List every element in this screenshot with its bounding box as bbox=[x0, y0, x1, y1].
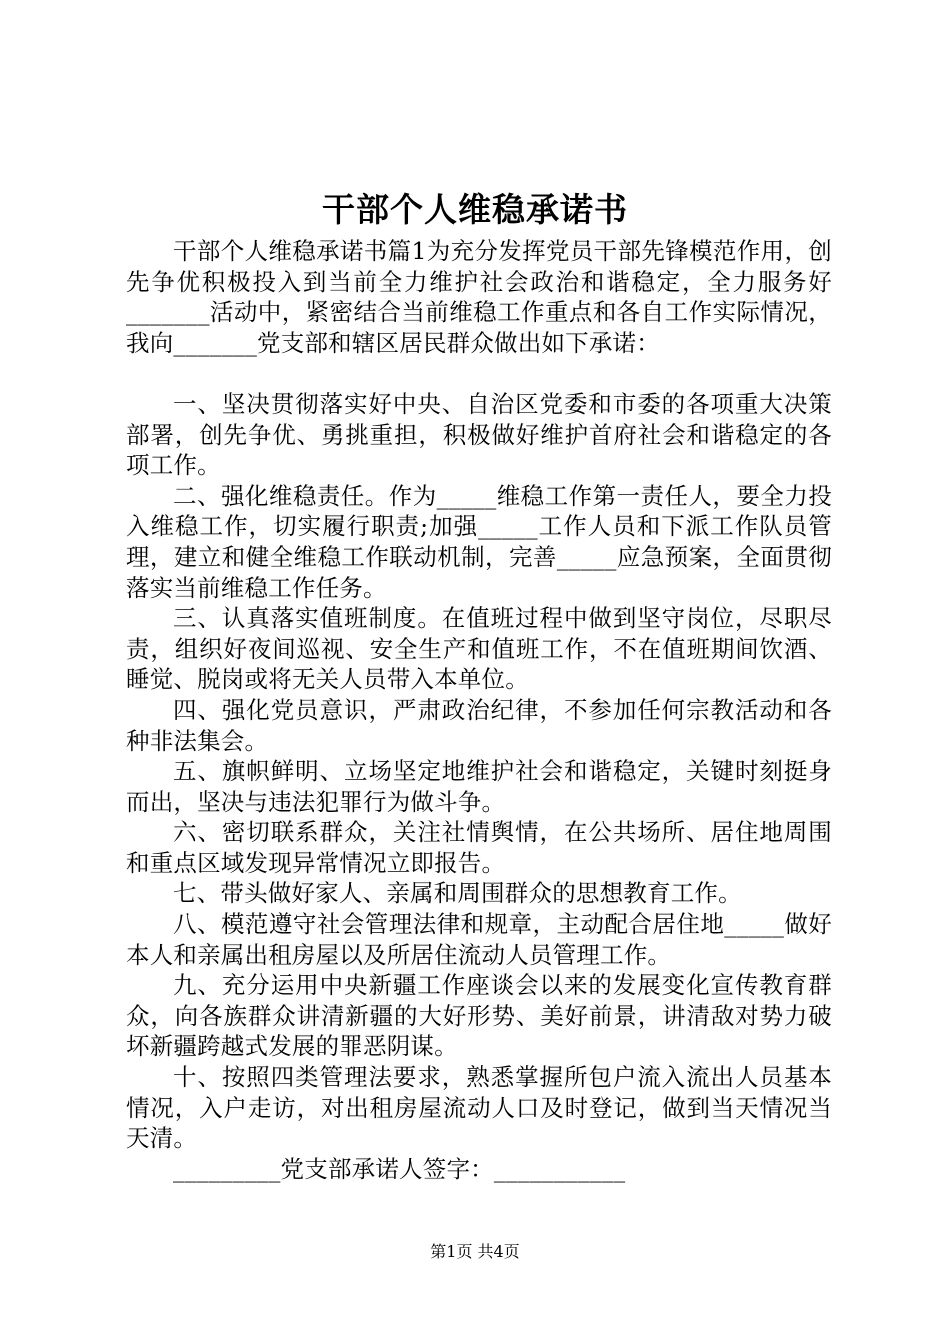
commitment-item-6: 六、密切联系群众，关注社情舆情，在公共场所、居住地周围和重点区域发现异常情况立即报告。 bbox=[126, 818, 832, 877]
signature-line: _________党支部承诺人签字：___________ bbox=[173, 1154, 626, 1183]
page-footer: 第1页 共4页 bbox=[430, 1242, 520, 1261]
commitment-item-4: 四、强化党员意识，严肃政治纪律，不参加任何宗教活动和各种非法集会。 bbox=[126, 695, 832, 755]
commitment-item-7: 七、带头做好家人、亲属和周围群众的思想教育工作。 bbox=[173, 879, 742, 908]
document-body bbox=[126, 236, 832, 1184]
commitment-item-2: 二、强化维稳责任。作为_____维稳工作第一责任人，要全力投入维稳工作，切实履行职责;加强_____工作人员和下派工作队员管理，建立和健全维稳工作联动机制，完善_____应急预案，全面贯彻落实当前维稳工作任务。 bbox=[126, 481, 832, 602]
commitment-item-5: 五、旗帜鲜明、立场坚定地维护社会和谐稳定，关键时刻挺身而出，坚决与违法犯罪行为做斗争。 bbox=[126, 757, 832, 816]
commitment-item-3: 三、认真落实值班制度。在值班过程中做到坚守岗位，尽职尽责，组织好夜间巡视、安全生产和值班工作，不在值班期间饮酒、睡觉、脱岗或将无关人员带入本单位。 bbox=[126, 604, 832, 694]
commitment-item-10: 十、按照四类管理法要求，熟悉掌握所包户流入流出人员基本情况，入户走访，对出租房屋流动人口及时登记，做到当天情况当天清。 bbox=[126, 1063, 832, 1153]
document-title: 干部个人维稳承诺书 bbox=[322, 190, 628, 229]
commitment-item-8: 八、模范遵守社会管理法律和规章，主动配合居住地_____做好本人和亲属出租房屋以及所居住流动人员管理工作。 bbox=[126, 910, 832, 969]
commitment-item-9: 九、充分运用中央新疆工作座谈会以来的发展变化宣传教育群众，向各族群众讲清新疆的大好形势、美好前景，讲清敌对势力破坏新疆跨越式发展的罪恶阴谋。 bbox=[126, 971, 832, 1061]
commitment-item-1: 一、坚决贯彻落实好中央、自治区党委和市委的各项重大决策部署，创先争优、勇挑重担，积极做好维护首府社会和谐稳定的各项工作。 bbox=[126, 389, 832, 480]
intro-paragraph: 干部个人维稳承诺书篇1为充分发挥党员干部先锋模范作用，创先争优积极投入到当前全力维护社会政治和谐稳定，全力服务好_______活动中，紧密结合当前维稳工作重点和各自工作实际情况，我向_______党支部和辖区居民群众做出如下承诺： bbox=[126, 237, 832, 357]
